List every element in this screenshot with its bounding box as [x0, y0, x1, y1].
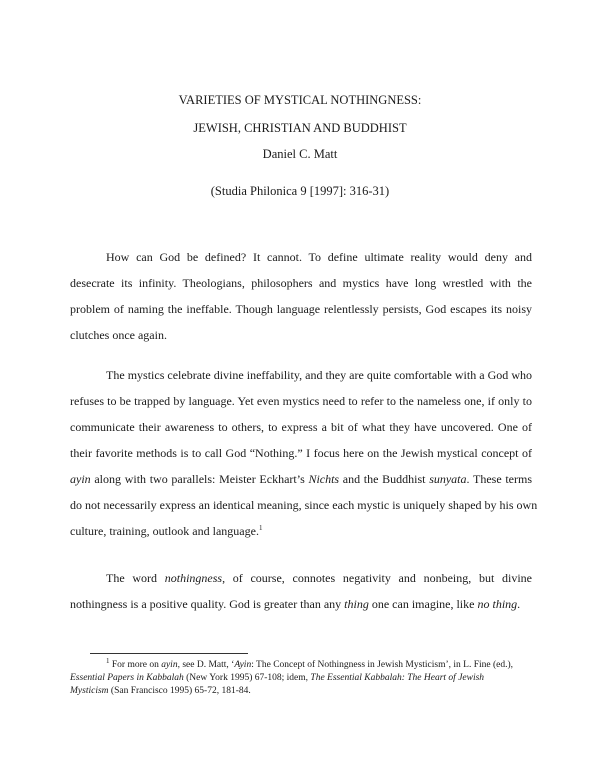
text-run: .: [517, 597, 521, 611]
italic-term: The Essential Kabbalah: The Heart of Jewish: [310, 673, 485, 683]
text-run: and the Buddhist: [339, 472, 430, 486]
paragraph-line: communicate their awareness to others, to express a bit of what they have uncovered. One of: [70, 420, 532, 434]
paragraph-line: [70, 591, 532, 617]
footnote-line: [70, 656, 532, 672]
italic-term: ayin: [70, 472, 91, 486]
paragraph-line: problem of naming the ineffable. Though language relentlessly persists, God escapes its noisy: [70, 302, 532, 316]
text-run: . These terms: [466, 472, 532, 486]
paragraph-line: refuses to be trapped by language. Yet even mystics need to refer to the nameless one, if only to: [70, 394, 532, 408]
text-run: along with two parallels: Meister Eckhart’s: [90, 472, 309, 486]
footnote-divider: [90, 653, 248, 654]
paragraph-line: clutches once again.: [70, 328, 167, 342]
italic-term: sunyata: [429, 472, 467, 486]
italic-term: nothingness: [164, 571, 223, 585]
title-line-1: VARIETIES OF MYSTICAL NOTHINGNESS:: [178, 93, 422, 107]
italic-term: Essential Papers in Kabbalah: [70, 673, 184, 683]
italic-term: Ayin: [234, 660, 252, 670]
paragraph-3: [70, 565, 532, 617]
text-run: nothingness is a positive quality. God is greater than any: [70, 597, 345, 611]
paragraph-1: [70, 244, 532, 348]
text-run: The word: [106, 571, 165, 585]
italic-term: Nichts: [308, 472, 340, 486]
italic-term: ayin,: [161, 660, 180, 670]
italic-term: no thing: [477, 597, 518, 611]
paragraph-2: [70, 362, 538, 544]
footnote-reference[interactable]: 1: [258, 524, 263, 532]
text-run: one can imagine, like: [368, 597, 478, 611]
italic-term: Mysticism: [70, 686, 109, 696]
footnote-number: 1: [106, 656, 110, 665]
text-run: For more on: [109, 660, 162, 670]
title-line-2: JEWISH, CHRISTIAN AND BUDDHIST: [193, 121, 407, 135]
text-run: see D. Matt, ‘: [179, 660, 235, 670]
author: Daniel C. Matt: [262, 147, 338, 161]
paragraph-line: do not necessarily express an identical meaning, since each mystic is uniquely shaped by his own: [70, 498, 538, 512]
citation: (Studia Philonica 9 [1997]: 316-31): [210, 184, 390, 198]
footnote-line: [70, 685, 532, 698]
paragraph-line: their favorite methods is to call God “Nothing.” I focus here on the Jewish mystical concept of: [70, 446, 532, 460]
footnote-1: [70, 656, 532, 698]
paragraph-line: [70, 518, 532, 544]
text-run: (New York 1995) 67-108; idem,: [183, 673, 311, 683]
paragraph-line: The mystics celebrate divine ineffability, and they are quite comfortable with a God who: [106, 368, 532, 382]
footnote-line: [70, 672, 532, 685]
paragraph-line: desecrate its infinity. Theologians, philosophers and mystics have long wrestled with the: [70, 276, 532, 290]
text-run: : The Concept of Nothingness in Jewish Mysticism’, in L. Fine (ed.),: [251, 660, 514, 670]
paragraph-line: How can God be defined? It cannot. To define ultimate reality would deny and: [106, 250, 532, 264]
text-run: (San Francisco 1995) 65-72, 181-84.: [108, 686, 251, 696]
paragraph-line: [70, 466, 532, 492]
paragraph-line: [70, 565, 532, 591]
italic-term: thing: [344, 597, 369, 611]
text-run: culture, training, outlook and language.: [70, 524, 259, 538]
text-run: , of course, connotes negativity and nonbeing, but divine: [222, 571, 532, 585]
